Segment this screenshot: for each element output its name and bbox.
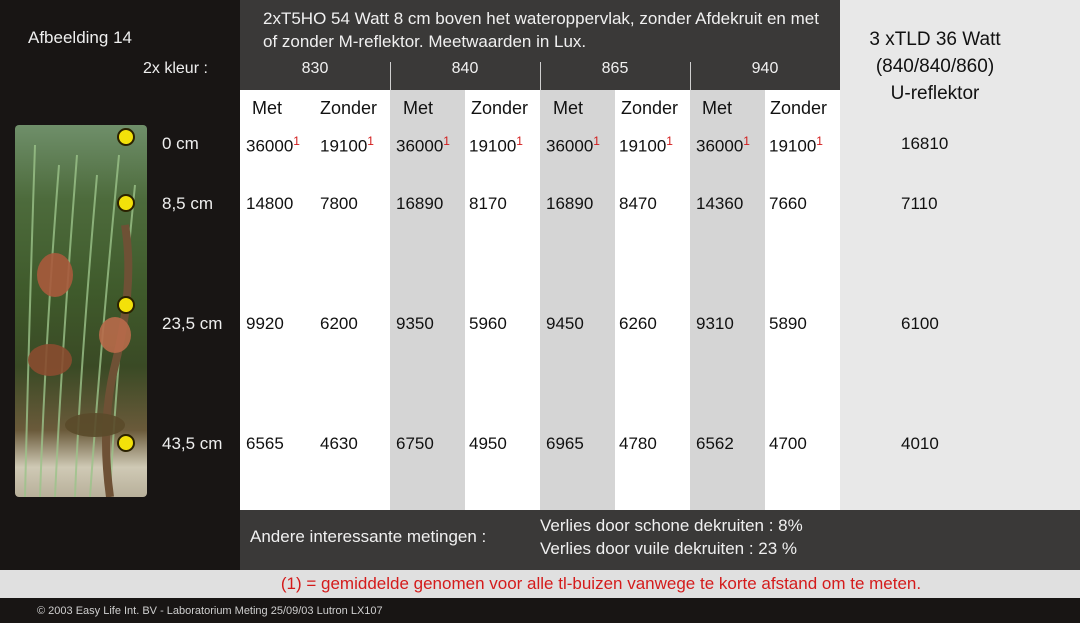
tld-title-line: 3 xTLD 36 Watt	[869, 29, 1001, 50]
table-cell: 19100$^1$	[469, 134, 523, 156]
column-separator	[690, 62, 691, 90]
color-heading: 865	[601, 60, 629, 77]
table-cell: 4630	[320, 434, 358, 453]
tld-value: 16810	[901, 134, 949, 153]
figure-label: Afbeelding 14	[28, 28, 132, 47]
table-cell: 36000$^1$	[246, 134, 300, 156]
tld-title	[840, 26, 1030, 107]
table-cell: 4950	[469, 434, 507, 453]
col-header-met: Met	[403, 98, 434, 118]
table-cell: 19100$^1$	[769, 134, 823, 156]
color-heading: 830	[301, 60, 329, 77]
table-cell: 6965	[546, 434, 584, 453]
footnote-mark: 1	[593, 134, 600, 148]
table-cell: 9350	[396, 314, 434, 333]
table-cell: 6200	[320, 314, 358, 333]
color-heading: 940	[751, 60, 779, 77]
table-cell: 14360	[696, 194, 744, 213]
table-cell: 4700	[769, 434, 807, 453]
table-cell: 8170	[469, 194, 507, 213]
table-cell: 14800	[246, 194, 294, 213]
table-cell: 6562	[696, 434, 734, 453]
table-cell: 19100$^1$	[320, 134, 374, 156]
table-cell: 8470	[619, 194, 657, 213]
footnote-text: (1) = gemiddelde genomen voor alle tl-buizen vanwege te korte afstand om te meten.	[280, 574, 922, 593]
col-header-zonder: Zonder	[621, 98, 679, 118]
depth-label: 0 cm	[162, 134, 199, 153]
loss-dirty-text: Verlies door vuile dekruiten : 23 %	[540, 539, 798, 558]
measure-point-dot	[117, 194, 135, 212]
col-header-zonder: Zonder	[320, 98, 378, 118]
col-header-met: Met	[702, 98, 733, 118]
footnote-mark: 1	[816, 134, 823, 148]
table-cell: 5890	[769, 314, 807, 333]
header-text: 2xT5HO 54 Watt 8 cm boven het wateroppervlak, zonder Afdekruit en met of zonder M-reflektor. Meetwaarden in Lux.	[263, 9, 819, 51]
footnote-mark: 1	[443, 134, 450, 148]
column-separator	[540, 62, 541, 90]
table-cell: 6750	[396, 434, 434, 453]
measure-point-dot	[117, 434, 135, 452]
tld-value: 7110	[901, 194, 938, 213]
table-cell: 6260	[619, 314, 657, 333]
depth-label: 43,5 cm	[162, 434, 223, 453]
table-cell: 7660	[769, 194, 807, 213]
table-cell: 7800	[320, 194, 358, 213]
col-header-met: Met	[553, 98, 584, 118]
footnote-mark: 1	[743, 134, 750, 148]
table-cell: 19100$^1$	[619, 134, 673, 156]
color-heading: 840	[451, 60, 479, 77]
depth-label: 8,5 cm	[162, 194, 214, 213]
other-measurements-label: Andere interessante metingen :	[250, 527, 487, 546]
tld-title-line: (840/840/860)	[875, 56, 995, 77]
tld-title-line: U-reflektor	[890, 83, 980, 104]
measure-point-dot	[117, 296, 135, 314]
table-cell: 9920	[246, 314, 284, 333]
table-cell: 16890	[546, 194, 594, 213]
footnote-mark: 1	[666, 134, 673, 148]
tld-value: 4010	[901, 434, 939, 453]
table-cell: 6565	[246, 434, 284, 453]
loss-clean-text: Verlies door schone dekruiten : 8%	[540, 516, 803, 535]
depth-label: 23,5 cm	[162, 314, 223, 333]
table-cell: 36000$^1$	[396, 134, 450, 156]
copyright-footer: © 2003 Easy Life Int. BV - Laboratorium Meting 25/09/03 Lutron LX107	[37, 605, 383, 617]
table-cell: 36000$^1$	[696, 134, 750, 156]
table-cell: 9310	[696, 314, 734, 333]
col-header-met: Met	[252, 98, 283, 118]
footnote-mark: 1	[293, 134, 300, 148]
table-cell: 9450	[546, 314, 584, 333]
footnote-mark: 1	[516, 134, 523, 148]
table-cell: 4780	[619, 434, 657, 453]
col-header-zonder: Zonder	[471, 98, 529, 118]
table-cell: 36000$^1$	[546, 134, 600, 156]
color-label: 2x kleur :	[143, 60, 208, 77]
tld-value: 6100	[901, 314, 939, 333]
measure-point-dot	[117, 128, 135, 146]
table-cell: 5960	[469, 314, 507, 333]
footnote-mark: 1	[367, 134, 374, 148]
col-header-zonder: Zonder	[770, 98, 828, 118]
table-cell: 16890	[396, 194, 444, 213]
column-separator	[390, 62, 391, 90]
